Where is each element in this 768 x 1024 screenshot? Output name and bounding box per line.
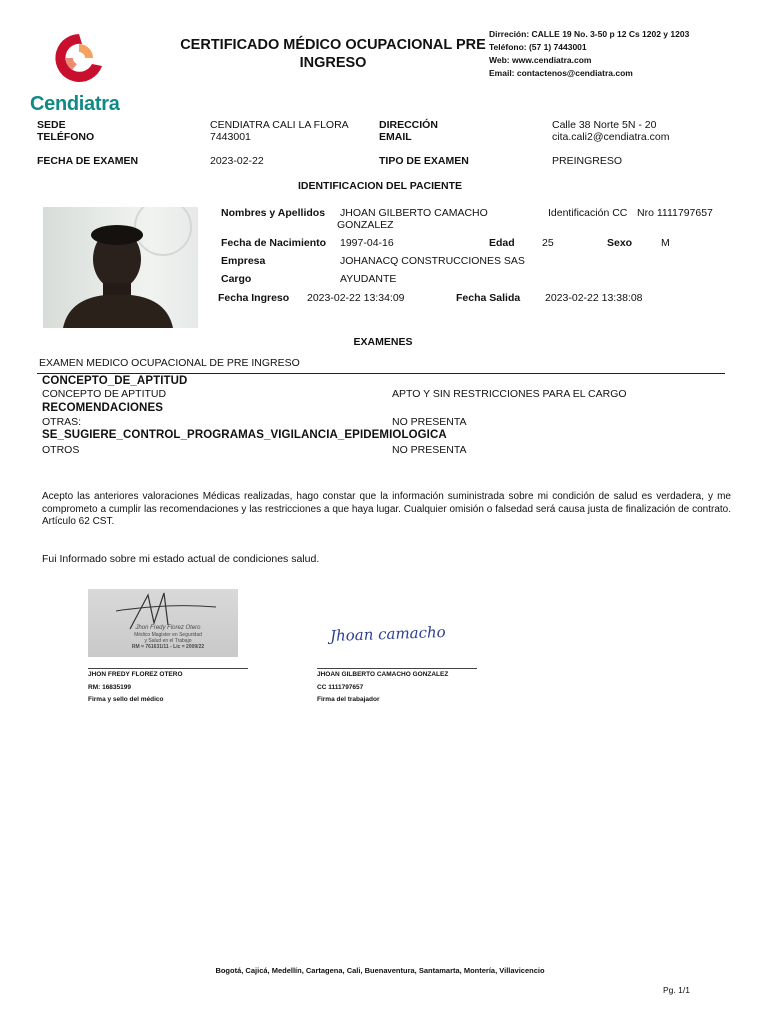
stamp-line-1: Jhon Fredy Florez Otero [135,625,201,631]
nombres-line1: JHOAN GILBERTO CAMACHO [340,207,488,219]
email-value: cita.cali2@cendiatra.com [552,131,670,143]
empresa-label: Empresa [221,255,266,267]
telefono-label: TELÉFONO [37,131,95,143]
worker-name: JHOAN GILBERTO CAMACHO GONZALEZ [317,671,449,678]
stamp-line-3: y Salud en el Trabajo [144,638,192,644]
sexo-value: M [661,237,670,249]
patient-photo [43,207,198,328]
tipo-examen-value: PREINGRESO [552,155,623,167]
vigilancia-value: NO PRESENTA [392,444,467,456]
nombres-label: Nombres y Apellidos [221,207,326,219]
fecha-examen-label: FECHA DE EXAMEN [37,155,139,167]
stamp-line-4: RM = 761631/11 - Lic = 2009/22 [131,644,205,650]
doctor-role: Firma y sello del médico [88,696,164,703]
concepto-label: CONCEPTO DE APTITUD [42,388,167,400]
informed-text: Fui Informado sobre mi estado actual de condiciones salud. [42,553,320,565]
doctor-name: JHON FREDY FLOREZ OTERO [88,671,183,678]
contact-address: Dirreción: CALLE 19 No. 3-50 p 12 Cs 1202 y 1203 [489,29,690,39]
worker-signature-line [317,668,477,669]
nacimiento-label: Fecha de Nacimiento [221,237,327,249]
sede-value: CENDIATRA CALI LA FLORA [210,119,349,131]
worker-role: Firma del trabajador [317,696,380,703]
exams-section-title: EXAMENES [353,336,413,348]
contact-block [489,28,689,80]
fecha-examen-value: 2023-02-22 [210,155,264,167]
direccion-value: Calle 38 Norte 5N - 20 [552,119,657,131]
recomendaciones-label: OTRAS: [42,416,82,428]
concepto-heading: CONCEPTO_DE_APTITUD [42,375,188,387]
doctor-rm: RM: 16835199 [88,684,131,691]
id-value: Nro 1111797657 [637,207,713,219]
company-logo [52,30,106,88]
brand-name: Cendiatra [30,93,120,115]
exam-divider [37,373,725,374]
email-label: EMAIL [379,131,412,143]
declaration-text: Acepto las anteriores valoraciones Médicas realizadas, hago constar que la información suministrada sobre mi condición de salud es verdadera, y me comprometo a cumplir las recomendaciones y las restricciones a que haya lugar. Cualquier omisión o falsedad será causa justa de finalización de contrato. Artículo 62 CST. [42,491,731,527]
stamp-line-2: Médico Magister en Seguridad [134,632,202,638]
empresa-value: JOHANACQ CONSTRUCCIONES SAS [340,255,525,267]
contact-web: Web: www.cendiatra.com [489,55,592,65]
cargo-label: Cargo [221,273,252,285]
doctor-signature-stamp [88,589,238,657]
worker-signature: Jhoan camacho [329,622,446,646]
worker-cc: CC 1111797657 [317,684,364,691]
sede-label: SEDE [37,119,66,131]
recomendaciones-heading: RECOMENDACIONES [42,402,163,414]
direccion-label: DIRECCIÓN [379,119,438,131]
id-label: Identificación CC [548,207,628,219]
nombres-line2: GONZALEZ [337,219,394,231]
edad-label: Edad [489,237,515,249]
telefono-value: 7443001 [210,131,251,143]
footer-cities: Bogotá, Cajicá, Medellín, Cartagena, Cali, Buenaventura, Santamarta, Montería, Villavicencio [215,966,545,975]
document-title: CERTIFICADO MÉDICO OCUPACIONAL PRE INGRESO [180,37,486,71]
recomendaciones-value: NO PRESENTA [392,416,467,428]
concepto-value: APTO Y SIN RESTRICCIONES PARA EL CARGO [392,388,627,400]
contact-phone: Teléfono: (57 1) 7443001 [489,42,587,52]
edad-value: 25 [542,237,554,249]
tipo-examen-label: TIPO DE EXAMEN [379,155,469,167]
exam-name: EXAMEN MEDICO OCUPACIONAL DE PRE INGRESO [39,357,300,369]
salida-value: 2023-02-22 13:38:08 [545,292,643,304]
sexo-label: Sexo [607,237,633,249]
page-number: Pg. 1/1 [663,985,690,995]
patient-section-title: IDENTIFICACION DEL PACIENTE [297,180,463,192]
vigilancia-label: OTROS [42,444,80,456]
salida-label: Fecha Salida [456,292,521,304]
logo-mark-icon [52,30,106,88]
ingreso-value: 2023-02-22 13:34:09 [307,292,405,304]
ingreso-label: Fecha Ingreso [218,292,290,304]
contact-email: Email: contactenos@cendiatra.com [489,68,633,78]
vigilancia-heading: SE_SUGIERE_CONTROL_PROGRAMAS_VIGILANCIA_EPIDEMIOLOGICA [42,429,447,441]
doctor-signature-line [88,668,248,669]
nacimiento-value: 1997-04-16 [340,237,394,249]
cargo-value: AYUDANTE [340,273,397,285]
